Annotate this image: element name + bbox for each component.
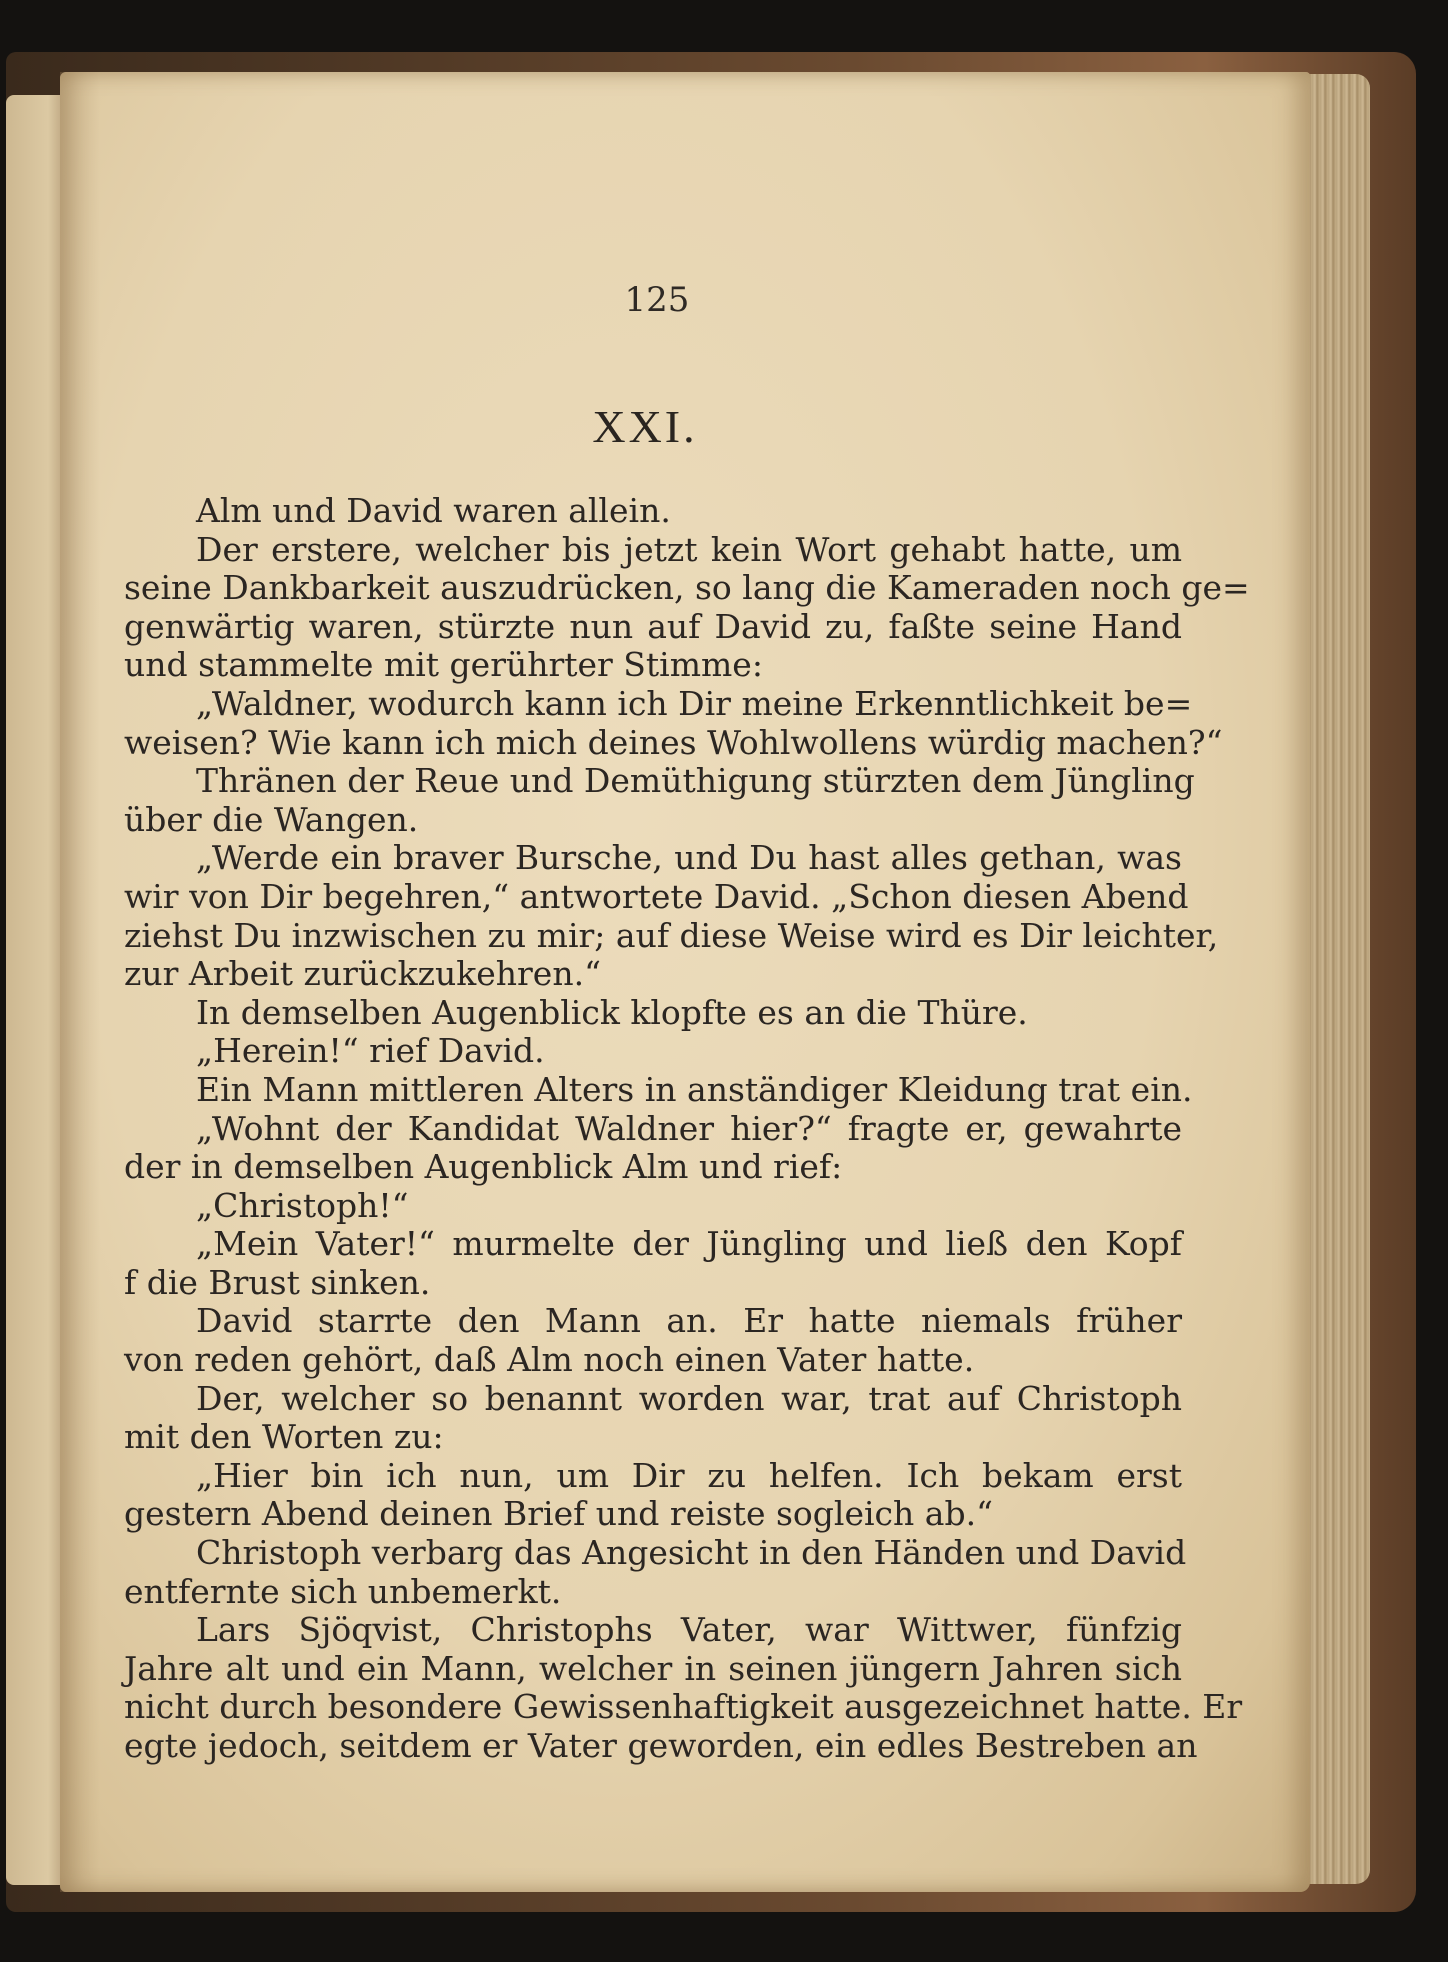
text-line: Thränen der Reue und Demüthigung stürzten dem Jüngling [196, 761, 1195, 801]
text-line: entfernte sich unbemerkt. [124, 1571, 562, 1611]
text-line: Christoph verbarg das Angesicht in den Händen und David [196, 1533, 1187, 1573]
text-line: genwärtig waren, stürzte nun auf David zu, faßte seine Hand [124, 606, 1182, 646]
text-line: und stammelte mit gerührter Stimme: [124, 645, 763, 685]
text-line: Alm und David waren allein. [196, 491, 671, 530]
text-line: gestern Abend deinen Brief und reiste sogleich ab.“ [124, 1494, 993, 1534]
text-line: seine Dankbarkeit auszudrücken, so lang die Kameraden noch ge= [124, 568, 1250, 608]
text-line: Der erstere, welcher bis jetzt kein Wort gehabt hatte, um [196, 529, 1182, 569]
text-line: „Herein!“ rief David. [196, 1031, 545, 1071]
text-line: Lars Sjöqvist, Christophs Vater, war Wittwer, fünfzig [196, 1610, 1182, 1650]
facing-page-edge [6, 95, 66, 1885]
text-line: „Waldner, wodurch kann ich Dir meine Erkenntlichkeit be= [196, 683, 1193, 723]
text-line: „Mein Vater!“ murmelte der Jüngling und ließ den Kopf [196, 1224, 1182, 1264]
chapter-title: XXI. [592, 401, 698, 452]
text-line: f die Brust sinken. [124, 1262, 431, 1302]
text-line: „Hier bin ich nun, um Dir zu helfen. Ich bekam erst [196, 1455, 1182, 1495]
text-line: weisen? Wie kann ich mich deines Wohlwollens würdig machen?“ [124, 722, 1223, 762]
text-line: der in demselben Augenblick Alm und rief: [124, 1147, 843, 1187]
text-line: egte jedoch, seitdem er Vater geworden, ein edles Bestreben an [124, 1726, 1198, 1765]
text-line: über die Wangen. [124, 799, 419, 839]
text-line: Ein Mann mittleren Alters in anständiger Kleidung trat ein. [196, 1069, 1193, 1109]
text-line: von reden gehört, daß Alm noch einen Vater hatte. [124, 1340, 975, 1380]
body-text [124, 491, 1250, 1766]
text-line: David starrte den Mann an. Er hatte niemals früher [196, 1301, 1182, 1341]
text-line: „Werde ein braver Bursche, und Du hast alles gethan, was [196, 838, 1182, 878]
text-line: „Christoph!“ [196, 1185, 409, 1225]
text-line: zur Arbeit zurückzukehren.“ [124, 954, 601, 994]
text-line: Jahre alt und ein Mann, welcher in seinen jüngern Jahren sich [124, 1648, 1182, 1688]
text-line: Der, welcher so benannt worden war, trat auf Christoph [196, 1378, 1182, 1418]
book-page [60, 72, 1310, 1892]
text-line: nicht durch besondere Gewissenhaftigkeit ausgezeichnet hatte. Er [124, 1687, 1243, 1727]
page-fold-shadow [60, 72, 100, 1892]
text-line: In demselben Augenblick klopfte es an die Thüre. [196, 992, 1028, 1032]
text-line: mit den Worten zu: [124, 1417, 444, 1457]
page-number: 125 [624, 280, 690, 320]
text-line: „Wohnt der Kandidat Waldner hier?“ fragte er, gewahrte [196, 1108, 1182, 1148]
text-line: ziehst Du inzwischen zu mir; auf diese Weise wird es Dir leichter, [124, 915, 1219, 955]
text-line: wir von Dir begehren,“ antwortete David. „Schon diesen Abend [124, 876, 1189, 916]
